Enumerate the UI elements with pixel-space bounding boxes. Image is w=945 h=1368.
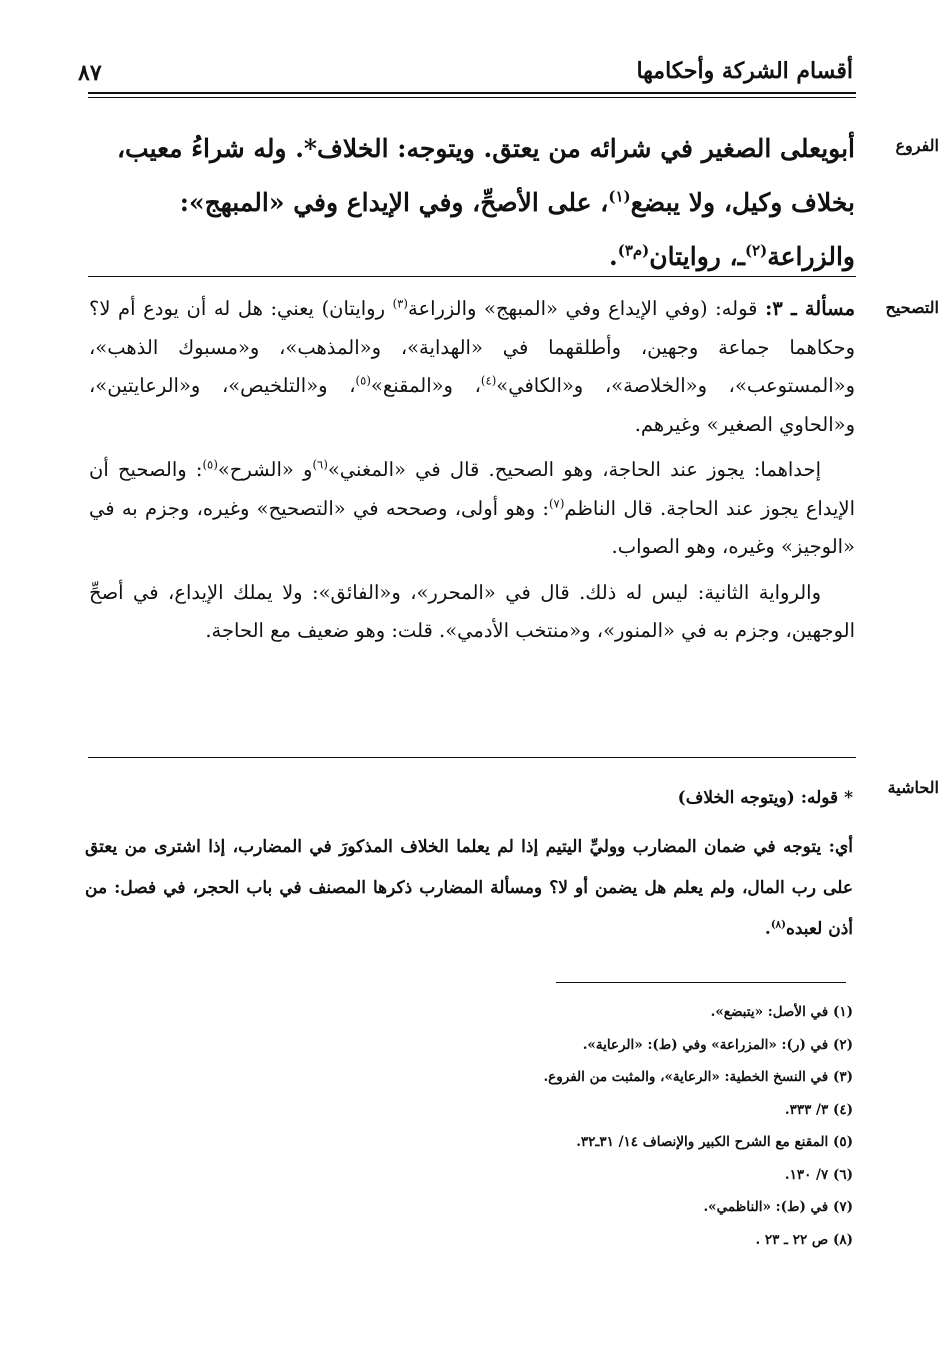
side-label-furu: الفروع xyxy=(895,136,939,155)
furu-text: . xyxy=(608,242,618,271)
hashiya-paragraph xyxy=(85,827,853,950)
tashih-paragraph xyxy=(89,451,855,567)
hashiya-text: أي: يتوجه في ضمان المضارب ووليِّ اليتيم إذا لم يعلما الخلاف المذكورَ في المضارب، إذا اشترى من يعتق على رب المال، ولم يعلم هل يضمن أو لا؟ ومسألة المضارب ذكرها المصنف في باب الحجر، في فصل: من أذن لعبده xyxy=(85,837,853,939)
header-rule xyxy=(88,97,856,98)
tashih-text: ، و«المقنع» xyxy=(370,374,481,397)
tashih-text: و «الشرح» xyxy=(217,458,313,481)
hashiya-heading: * قوله: (ويتوجه الخلاف) xyxy=(677,788,853,808)
footnote-ref: (٥) xyxy=(355,373,371,388)
tashih-text: قوله: (وفي الإيداع وفي «المبهج» والزراعة xyxy=(407,297,766,320)
tashih-text: روايتان) يعني: هل له أن يودع أم لا؟ وحكاهما جماعة وجهين، وأطلقهما في «الهداية»، و«المذهب»، و«مسبوك الذهب»، و«المستوعب»، و«الخلاصة»، و«الكافي» xyxy=(89,297,855,397)
furu-text: والزراعة xyxy=(767,242,855,271)
footnote: (١) في الأصل: «يتبضع». xyxy=(710,1004,853,1020)
footnote: (٧) في (ط): «الناظمي». xyxy=(703,1199,853,1215)
hashiya-text: . xyxy=(764,919,771,939)
footnote: (٥) المقنع مع الشرح الكبير والإنصاف ١٤/ ٣١ـ٣٢. xyxy=(576,1134,853,1150)
section-divider xyxy=(88,757,856,758)
furu-text: ـ، روايتان xyxy=(649,242,745,271)
footnote-ref: (م٣) xyxy=(617,241,650,260)
side-label-tashih: التصحيح xyxy=(885,298,939,317)
furu-line: أبويعلى الصغير في شرائه من يعتق. ويتوجه: الخلاف*. وله شراءُ معيب، xyxy=(116,134,855,163)
footnotes-list xyxy=(153,996,853,1256)
footnote: (٦) ٧/ ١٣٠. xyxy=(784,1166,853,1183)
footnote-ref: (٢) xyxy=(744,241,768,260)
footnote: (٣) في النسخ الخطية: «الرعاية»، والمثبت من الفروع. xyxy=(543,1069,853,1085)
tashih-paragraph xyxy=(89,290,855,444)
furu-line xyxy=(85,176,855,230)
tashih-text: ، و«التلخيص»، و«الرعايتين»، و«الحاوي الصغير» وغيرهم. xyxy=(89,374,855,436)
footnote-ref: (١) xyxy=(608,187,631,206)
tashih-text: : وهو أولى، وصححه في «التصحيح» وغيره، وجزم به في «الوجيز» وغيره، وهو الصواب. xyxy=(89,496,855,558)
tashih-section xyxy=(89,290,855,658)
footnote: (٢) في (ر): «المزراعة» وفي (ط): «الرعاية». xyxy=(582,1036,853,1053)
tashih-paragraph: والرواية الثانية: ليس له ذلك. قال في «المحرر»، و«الفائق»: ولا يملك الإيداع، في أصحِّ الوجهين، وجزم به في «المنور»، و«منتخب الأدمي». قلت: وهو ضعيف مع الحاجة. xyxy=(89,580,855,642)
footnote: (٨) ص ٢٢ ـ ٢٣ . xyxy=(755,1231,853,1248)
running-title: أقسام الشركة وأحكامها xyxy=(636,58,853,84)
furu-text: ، على الأصحِّ، وفي الإيداع وفي «المبهج»: xyxy=(179,188,609,217)
side-label-hashiya: الحاشية xyxy=(887,778,939,797)
furu-section xyxy=(85,122,855,284)
footnote-ref: (٣) xyxy=(392,296,408,311)
section-divider xyxy=(88,276,856,277)
footnote-ref: (٥) xyxy=(202,457,218,472)
footnote: (٤) ٣/ ٣٣٣. xyxy=(784,1101,853,1118)
footnote-rule xyxy=(556,982,846,983)
tashih-text: : والصحيح أن الإيداع يجوز عند الحاجة. قال الناظم xyxy=(89,458,855,520)
footnote-ref: (٦) xyxy=(312,457,328,472)
footnote-ref: (٨) xyxy=(770,918,786,931)
footnote-ref: (٧) xyxy=(548,496,565,510)
issue-heading: مسألة ـ ٣: xyxy=(765,297,856,320)
footnote-ref: (٤) xyxy=(480,373,497,388)
hashiya-section xyxy=(85,778,853,950)
tashih-text: إحداهما: يجوز عند الحاجة، وهو الصحيح. قال في «المغني» xyxy=(327,458,822,481)
page-number: ٨٧ xyxy=(78,60,102,86)
furu-text: بخلاف وكيل، ولا يبضع xyxy=(630,188,855,217)
header-rule xyxy=(88,92,856,94)
